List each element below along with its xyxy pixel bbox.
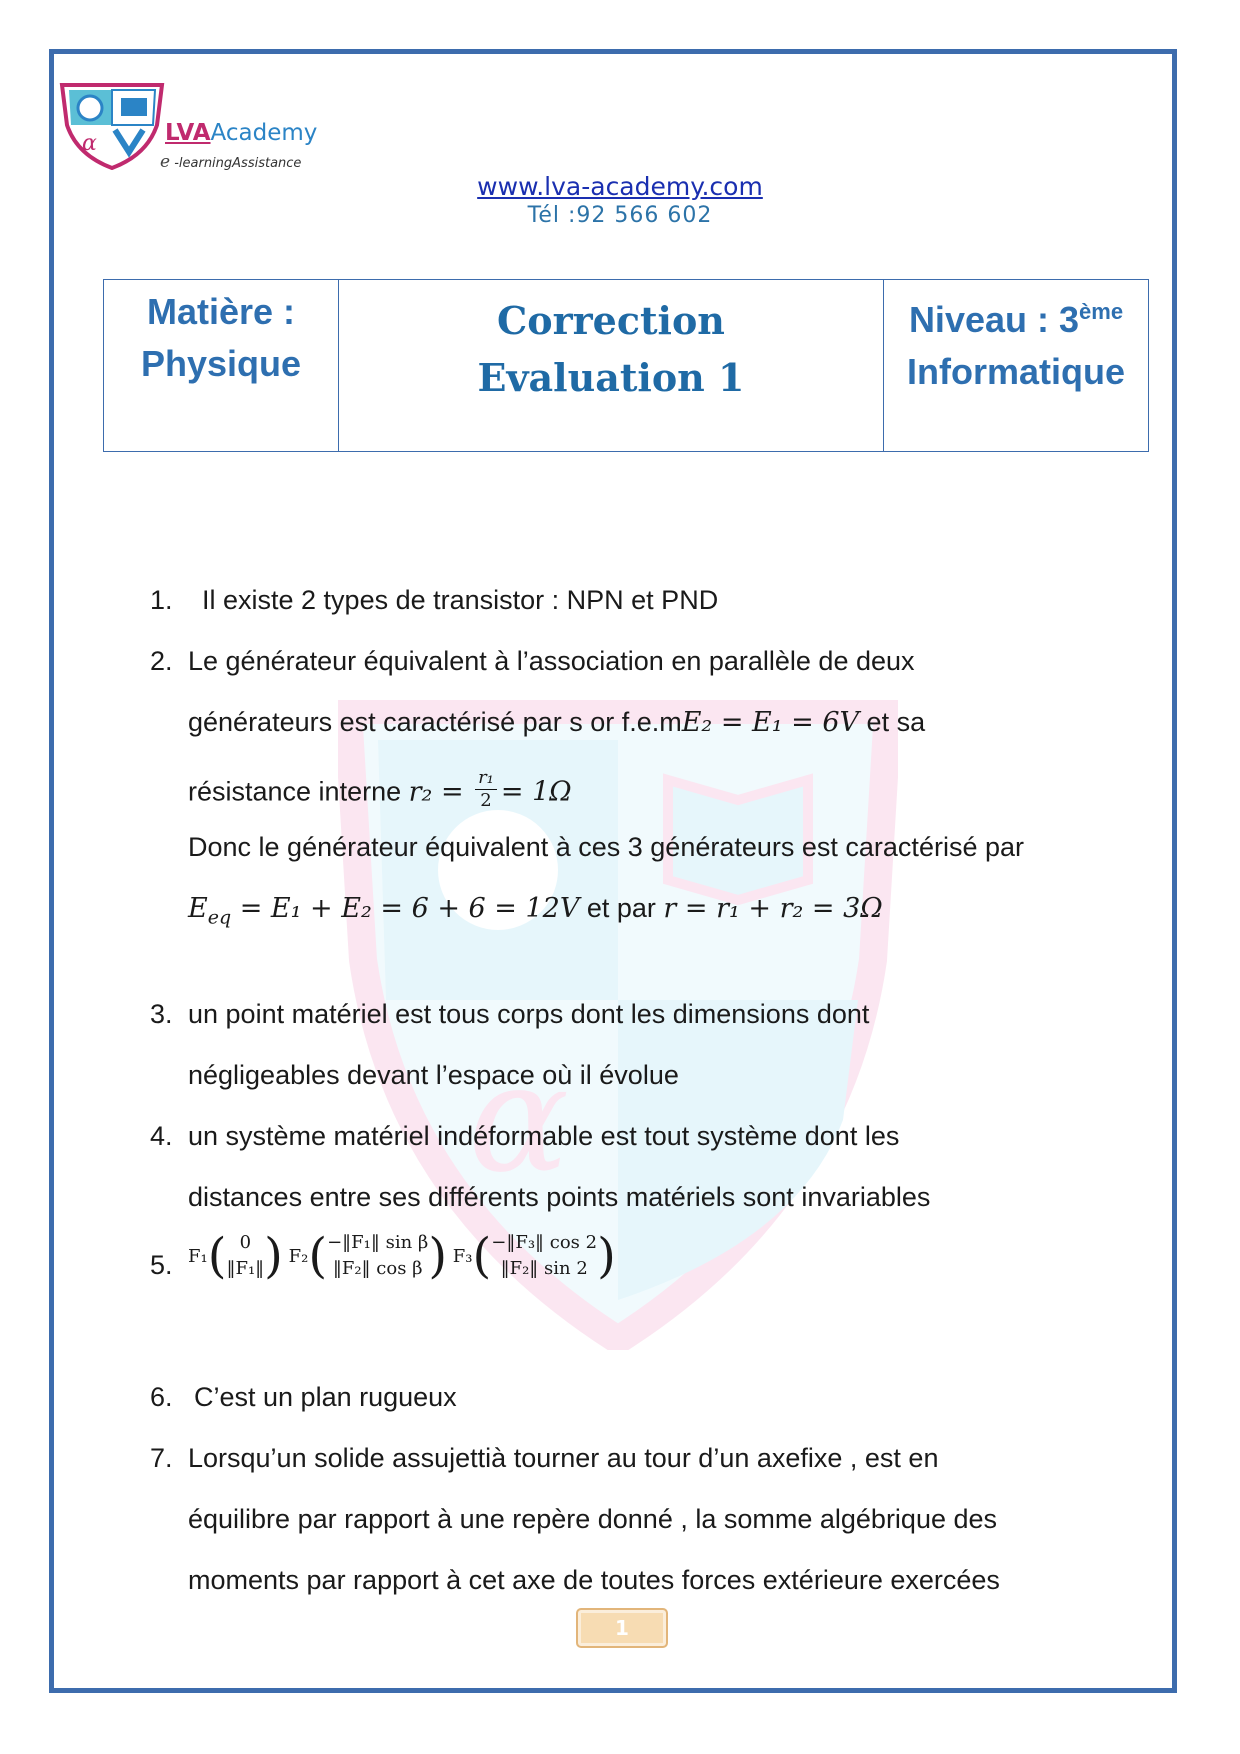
- phone-number: Tél :92 566 602: [527, 203, 713, 228]
- level-sup: ème: [1079, 299, 1124, 324]
- level-value: Informatique: [906, 351, 1125, 392]
- level-cell: [884, 280, 1149, 452]
- page-number: 1: [576, 1608, 668, 1648]
- equation: r₂ =: [408, 776, 464, 808]
- title-cell: [339, 280, 884, 452]
- title-line1: Correction: [497, 298, 725, 343]
- equation: E₂ = E₁ = 6V: [681, 707, 860, 738]
- lva-shield-logo: [57, 80, 167, 170]
- level-label: Niveau : 3: [908, 299, 1080, 340]
- subject-value: Physique: [140, 343, 302, 384]
- svg-text:α: α: [468, 1032, 570, 1206]
- brand-tagline: e -learningAssistance: [160, 152, 302, 172]
- website-link[interactable]: www.lva-academy.com: [477, 172, 763, 201]
- website-link-row: [0, 172, 1240, 201]
- vector-components: F₁( 0 ‖F₁‖ ) F₂( −‖F₁‖ sin β ‖F₂‖ cos β ) F₃( −‖F₃‖ cos 2 ‖F₂‖ sin 2 ): [188, 1228, 616, 1284]
- brand-name: LVAAcademy: [165, 120, 318, 146]
- header-table: [103, 279, 1149, 452]
- fraction: $\frac{\text{r₁}}{2}$: [475, 767, 497, 812]
- title-line2: Evaluation 1: [477, 355, 745, 400]
- svg-text:α: α: [82, 131, 97, 156]
- subject-cell: [104, 280, 339, 452]
- subject-label: Matière :: [146, 291, 296, 332]
